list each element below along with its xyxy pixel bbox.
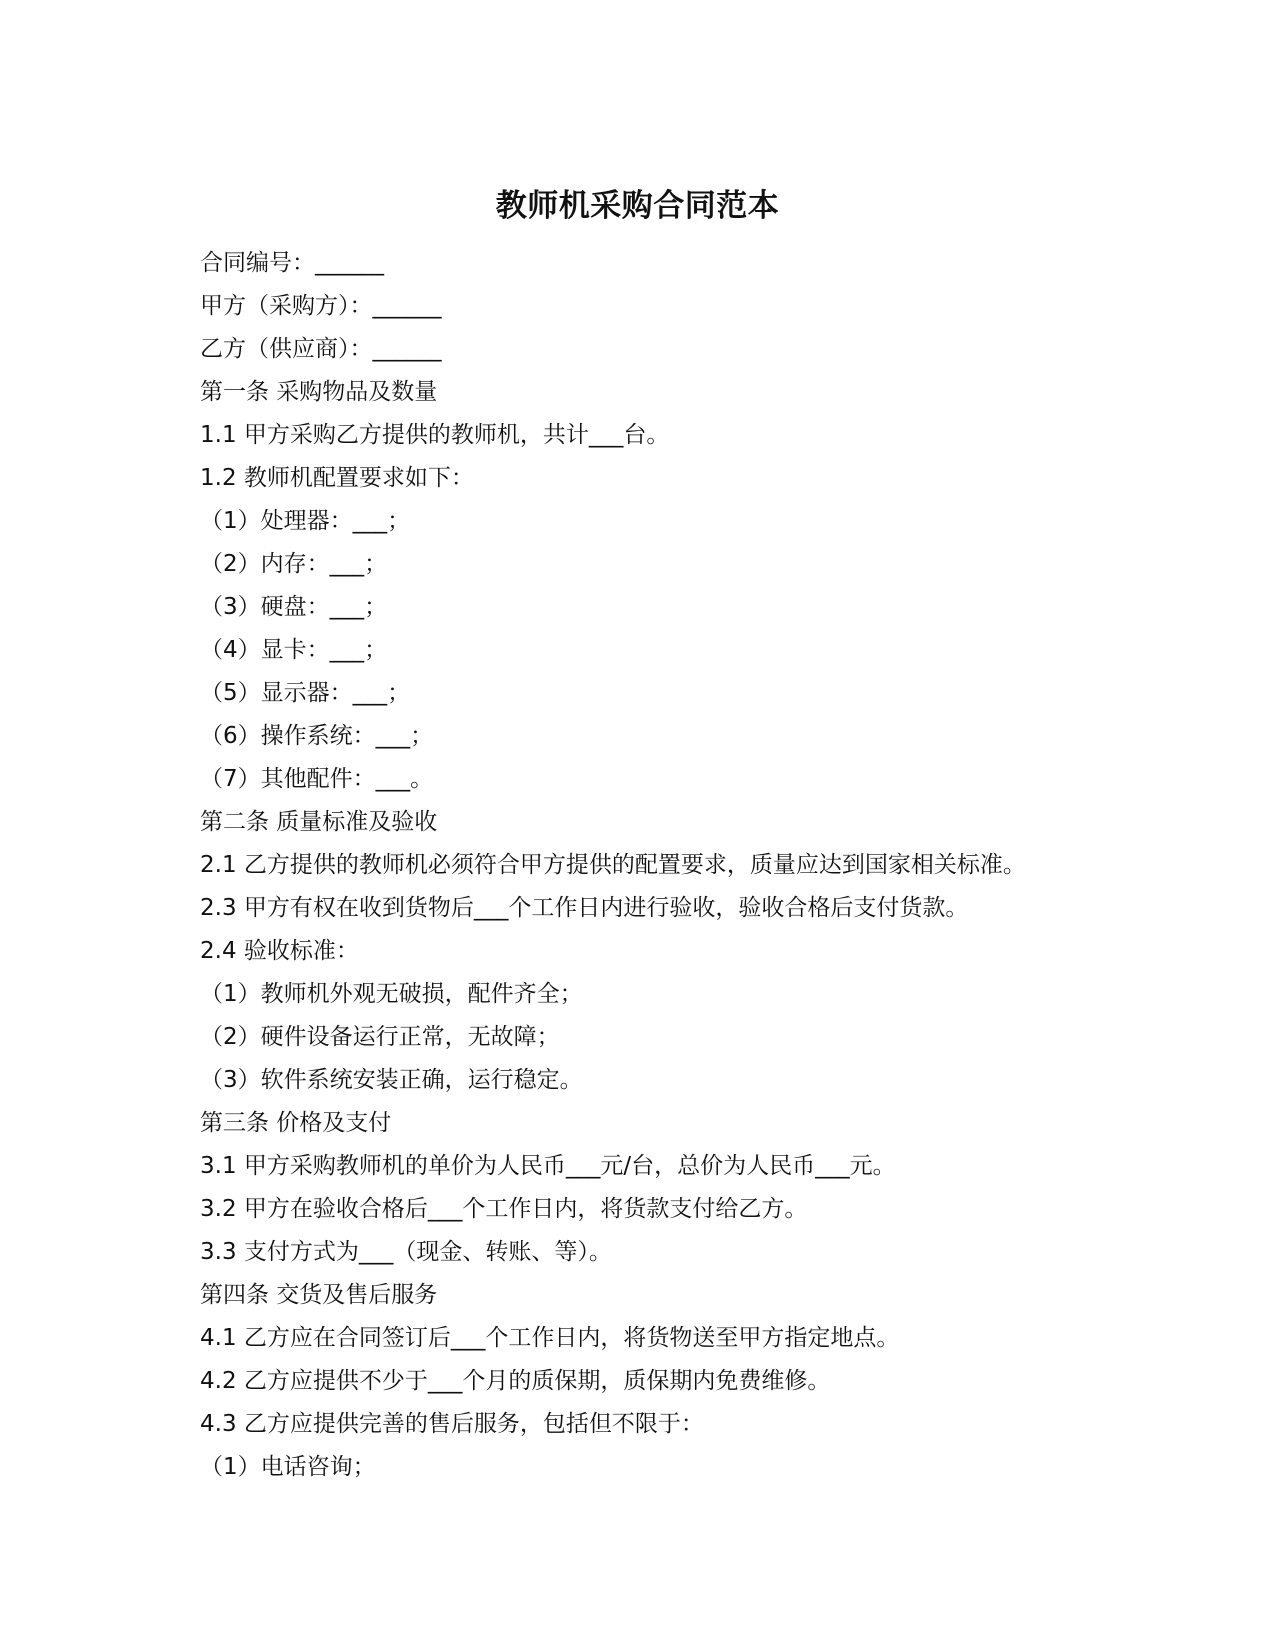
config-item-os: （6）操作系统：___； [200,723,434,749]
config-item-display: （5）显示器：___； [200,680,411,706]
article-3-heading: 第三条 价格及支付 [200,1110,392,1136]
article-2-heading: 第二条 质量标准及验收 [200,809,438,835]
clause-3-1: 3.1 甲方采购教师机的单价为人民币___元/台，总价为人民币___元。 [200,1153,896,1179]
article-4-heading: 第四条 交货及售后服务 [200,1282,438,1308]
config-item-memory: （2）内存：___； [200,551,388,577]
config-item-processor: （1）处理器：___； [200,508,411,534]
clause-1-1: 1.1 甲方采购乙方提供的教师机，共计___台。 [200,422,670,448]
party-b-line: 乙方（供应商）：______ [200,336,442,362]
acceptance-item-3: （3）软件系统安装正确，运行稳定。 [200,1067,583,1093]
clause-1-2: 1.2 教师机配置要求如下： [200,465,474,491]
config-item-accessories: （7）其他配件：___。 [200,766,434,792]
config-item-graphics: （4）显卡：___； [200,637,388,663]
clause-3-2: 3.2 甲方在验收合格后___个工作日内，将货款支付给乙方。 [200,1196,808,1222]
clause-2-4: 2.4 验收标准： [200,938,359,964]
document-title: 教师机采购合同范本 [495,188,780,224]
clause-4-1: 4.1 乙方应在合同签订后___个工作日内，将货物送至甲方指定地点。 [200,1325,900,1351]
clause-3-3: 3.3 支付方式为___（现金、转账、等）。 [200,1239,612,1265]
article-1-heading: 第一条 采购物品及数量 [200,379,438,405]
acceptance-item-1: （1）教师机外观无破损，配件齐全； [200,981,583,1007]
clause-2-1: 2.1 乙方提供的教师机必须符合甲方提供的配置要求，质量应达到国家相关标准。 [200,852,1026,878]
contract-number-line: 合同编号：______ [200,250,384,276]
config-item-disk: （3）硬盘：___； [200,594,388,620]
service-item-1: （1）电话咨询； [200,1454,376,1480]
party-a-line: 甲方（采购方）：______ [200,293,442,319]
clause-4-3: 4.3 乙方应提供完善的售后服务，包括但不限于： [200,1411,704,1437]
acceptance-item-2: （2）硬件设备运行正常，无故障； [200,1024,560,1050]
clause-4-2: 4.2 乙方应提供不少于___个月的质保期，质保期内免费维修。 [200,1368,831,1394]
clause-2-3: 2.3 甲方有权在收到货物后___个工作日内进行验收，验收合格后支付货款。 [200,895,969,921]
document-body [200,242,1200,1489]
